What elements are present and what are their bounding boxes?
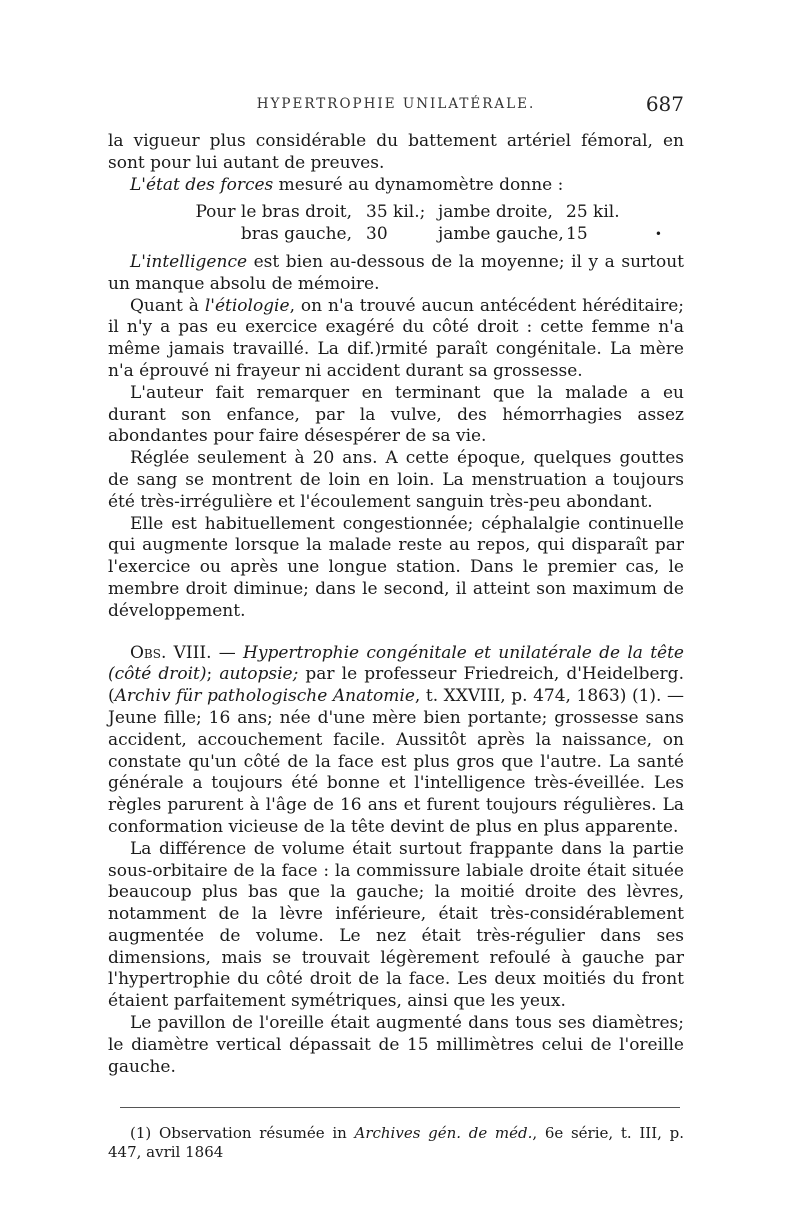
observation-sep: ; (206, 664, 220, 685)
paragraph-reglee: Réglée seulement à 20 ans. A cette époque, quelques gouttes de sang se montrent de loin en loin. La menstruation a toujours été très-irrégulière et l'écoulement sanguin très-peu abondant. (108, 448, 684, 512)
paragraph-observation-viii (108, 643, 684, 839)
page-number: 687 (645, 92, 684, 116)
running-title: HYPERTROPHIE UNILATÉRALE. (256, 96, 536, 112)
etiologie-text: , on n'a trouvé aucun antécédent héréditaire; il n'y a pas eu exercice exagéré du côté droit : cette femme n'a même jamais travaillé. La dif.)rmité paraît congénitale. La mère n'a éprouvé ni frayeur ni accident durant sa grossesse. (108, 295, 684, 381)
observation-author: par le professeur Friedreich, d'Heidelberg. ( (108, 664, 684, 707)
footnote (108, 1124, 684, 1162)
footnote-rule (120, 1107, 680, 1108)
paragraph-etiologie (108, 296, 684, 383)
dynamometer-table (108, 202, 684, 246)
paragraph-difference-volume: La différence de volume était surtout frappante dans la partie sous-orbitaire de la face : la commissure labiale droite était située beaucoup plus bas que la gauche; la moitié droite des lèvres, notamment de la lèvre inférieure, était très-considérablement augmentée de volume. Le nez était très-régulier dans ses dimensions, mais se trouvait légèrement refoulé à gauche par l'hypertrophie du côté droit de la face. Les deux moitiés du front étaient parfaitement symétriques, ainsi que les yeux. (108, 838, 684, 1012)
paragraph-intelligence (108, 252, 684, 296)
citation-journal: Archiv für pathologische Anatomie (114, 686, 415, 707)
forces-cell-mark: • (654, 227, 662, 242)
emphasis-intelligence: L'intelligence (130, 251, 248, 272)
observation-label: Obs. VIII. (130, 642, 212, 663)
emphasis-etat-des-forces: L'état des forces (130, 174, 274, 195)
forces-cell-value: 30 (366, 224, 388, 245)
forces-cell-value: 25 kil. (566, 202, 620, 223)
footnote-ref: , 6e série, t. III, p. 447, avril 1864 (108, 1124, 684, 1161)
forces-cell-label: jambe gauche, (438, 224, 564, 245)
forces-cell-mark (626, 202, 662, 224)
forces-cell-value: 15 (566, 224, 588, 245)
footnote-text (108, 1124, 684, 1162)
paragraph-auteur: L'auteur fait remarquer en terminant que la malade a eu durant son enfance, par la vulve, des hémorrhagies assez abondantes pour faire désespérer de sa vie. (108, 382, 684, 447)
observation-text: , t. XXVIII, p. 474, 1863) (1). — Jeune fille; 16 ans; née d'une mère bien portante; grossesse sans accident, accouchement facile. Aussitôt après la naissance, on constate qu'un côté de la face est plus gros que l'autre. La santé générale a toujours été bonne et l'intelligence très-éveillée. Les règles parurent à l'âge de 16 ans et furent toujours régulières. La conformation vicieuse de la tête devint de plus en plus apparente. (108, 686, 684, 837)
intelligence-text: est bien au-dessous de la moyenne; il y a surtout un manque absolu de mémoire. (108, 251, 684, 294)
forces-cell-value: 35 kil.; (366, 202, 426, 223)
paragraph-forces-intro (108, 175, 684, 197)
forces-cell-label: bras gauche, (240, 224, 352, 245)
footnote-journal: Archives gén. de méd. (354, 1124, 533, 1142)
page-header (108, 92, 684, 124)
paragraph-continuation: la vigueur plus considérable du battement artériel fémoral, en sont pour lui autant de preuves. (108, 131, 684, 173)
etiologie-lead: Quant à (130, 295, 205, 316)
forces-intro-text: mesuré au dynamomètre donne : (273, 174, 564, 195)
emphasis-etiologie: l'étiologie (204, 295, 290, 316)
observation-dash: — (211, 642, 244, 663)
footnote-lead: (1) Observation résumée in (130, 1124, 355, 1142)
paragraph-congestionnee: Elle est habituellement congestionnée; céphalalgie continuelle qui augmente lorsque la malade reste au repos, qui disparaît par l'exercice ou après une longue station. Dans le premier cas, le membre droit diminue; dans le second, il atteint son maximum de développement. (108, 513, 684, 621)
observation-title: Hypertrophie congénitale et unilatérale de la tête (côté droit) (108, 642, 684, 685)
paragraph-pavillon-oreille: Le pavillon de l'oreille était augmenté dans tous ses diamètres; le diamètre vertical dépassait de 15 millimètres celui de l'oreille gauche. (108, 1013, 684, 1077)
emphasis-autopsie: autopsie; (219, 664, 299, 685)
forces-cell-label: jambe droite, (438, 202, 553, 223)
forces-cell-label: Pour le bras droit, (195, 202, 352, 223)
body-text (108, 131, 684, 1078)
